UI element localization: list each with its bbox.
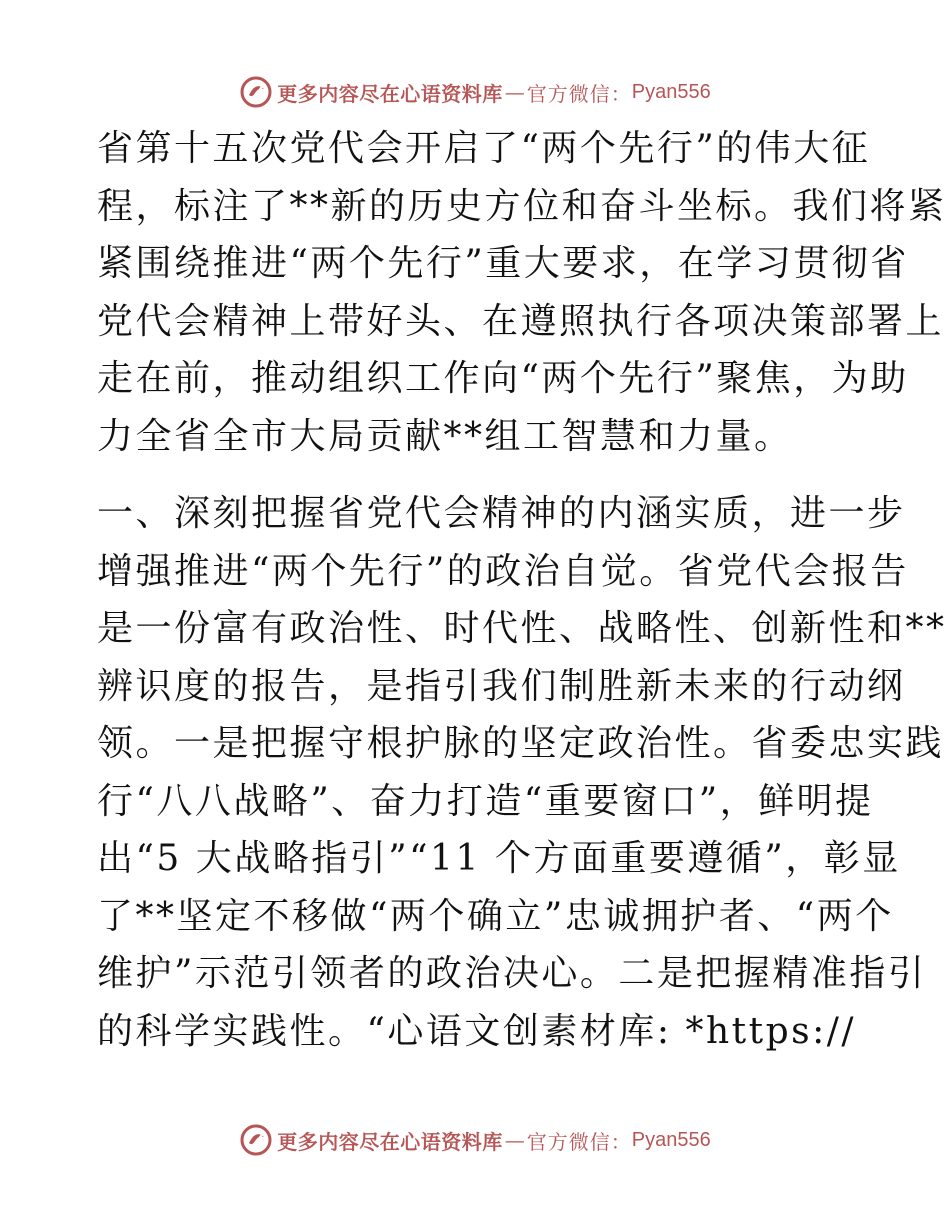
watermark-separator: — — [504, 1128, 525, 1152]
text-line: 辨识度的报告，是指引我们制胜新未来的行动纲 — [97, 665, 906, 707]
text-line: 是一份富有政治性、时代性、战略性、创新性和** — [97, 608, 947, 649]
text-line: 走在前，推动组织工作向“两个先行”聚焦，为助 — [97, 358, 909, 399]
paragraph-section-one — [97, 485, 947, 1060]
text-line: 增强推进“两个先行”的政治自觉。省党代会报告 — [97, 550, 909, 592]
watermark-brand: 更多内容尽在心语资料库 — [277, 1129, 503, 1154]
document-body — [97, 120, 947, 1060]
text-line: 一、深刻把握省党代会精神的内涵实质，进一步 — [97, 493, 906, 534]
watermark-wechat-label: 官方微信： — [526, 81, 632, 106]
watermark-wechat-label: 官方微信： — [526, 1129, 632, 1154]
text-line: 了**坚定不移做“两个确立”忠诚拥护者、“两个 — [97, 895, 894, 937]
text-line: 党代会精神上带好头、在遵照执行各项决策部署上 — [97, 300, 945, 342]
header-watermark — [0, 72, 950, 112]
text-line: 行“八八战略”、奋力打造“重要窗口”，鲜明提 — [97, 780, 874, 822]
text-line: 领。一是把握守根护脉的坚定政治性。省委忠实践 — [97, 723, 945, 764]
text-line: 力全省全市大局贡献**组工智慧和力量。 — [97, 415, 793, 457]
watermark-wechat-id: Pyan556 — [631, 80, 711, 103]
logo-swirl-icon — [239, 75, 273, 109]
text-line: 程，标注了**新的历史方位和奋斗坐标。我们将紧 — [97, 185, 947, 227]
text-line: 紧围绕推进“两个先行”重大要求，在学习贯彻省 — [97, 243, 909, 284]
watermark-separator: — — [504, 80, 525, 104]
footer-watermark — [0, 1120, 950, 1160]
text-line: 省第十五次党代会开启了“两个先行”的伟大征 — [97, 128, 871, 169]
text-line: 出“5 大战略指引”“11 个方面重要遵循”，彰显 — [97, 838, 901, 879]
watermark-wechat-id: Pyan556 — [631, 1128, 711, 1151]
text-line: 的科学实践性。“心语文创素材库: *https:// — [97, 1010, 857, 1052]
text-line: 维护”示范引领者的政治决心。二是把握精准指引 — [97, 953, 927, 994]
logo-swirl-icon — [239, 1123, 273, 1157]
paragraph-intro — [97, 120, 947, 465]
watermark-brand: 更多内容尽在心语资料库 — [277, 81, 503, 106]
